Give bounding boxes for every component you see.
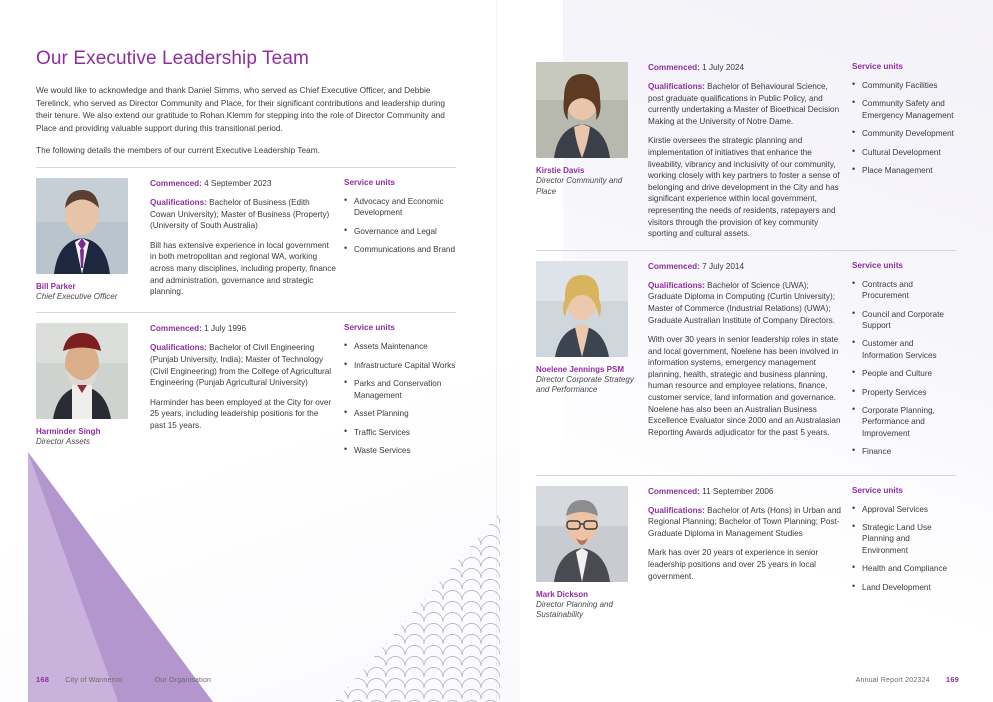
commenced-line <box>648 486 842 497</box>
person-role: Director Community and Place <box>536 176 623 196</box>
footer-report-title: Annual Report 2023 <box>855 677 922 684</box>
qualifications-label: Qualifications: <box>648 82 705 91</box>
photo-block <box>536 261 634 465</box>
qualifications-value: Bachelor of Behavioural Science, post graduate qualifications in Public Policy, and currently undertaking a Master of Bioethical Decision Making at the University of Notre Dame. <box>648 82 840 126</box>
commenced-value: 11 September 2006 <box>702 486 774 496</box>
list-item: • Cultural Development <box>852 147 956 158</box>
person-details <box>648 62 852 240</box>
list-item: • Health and Compliance <box>852 563 956 574</box>
list-item: • Land Development <box>852 582 956 593</box>
list-item: • Asset Planning <box>344 408 456 419</box>
commenced-line <box>648 62 842 73</box>
person-name: Mark Dickson <box>536 589 589 599</box>
photo-block <box>36 323 136 463</box>
person-bio: Harminder has been employed at the City for over 25 years, including leadership positions for the past 15 years. <box>150 397 332 431</box>
portrait-photo-noelene-jennings <box>536 261 628 357</box>
qualifications-line <box>648 81 842 127</box>
list-item: • Strategic Land Use Planning and Environment <box>852 522 956 556</box>
person-bio: Bill has extensive experience in local government in both metropolitan and regional WA, working across many disciplines, including property, finance and administration, governance and strategic planning. <box>150 240 336 297</box>
qualifications-line <box>648 280 842 326</box>
page-title: Our Executive Leadership Team <box>36 48 309 69</box>
service-units-list <box>344 196 456 256</box>
list-item: • People and Culture <box>852 368 956 379</box>
list-item: • Finance <box>852 446 956 457</box>
list-item: • Council and Corporate Support <box>852 309 956 332</box>
person-name: Bill Parker <box>36 281 76 291</box>
qualifications-label: Qualifications: <box>648 280 705 290</box>
person-bio: Kirstie oversees the strategic planning and implementation of initiatives that enhance the liveability, vibrancy and inclusivity of our community, working closely with key partners to foster a sense of belonging and drive development in the City and has significant experience within local government, representing the needs of residents, ratepayers and visitors through the provision of key community sporting and cultural assets. <box>648 136 840 239</box>
person-entry-mark-dickson <box>536 476 956 621</box>
list-item: • Community Safety and Emergency Management <box>852 98 956 121</box>
commenced-line <box>150 178 336 189</box>
decorative-scallop-pattern <box>215 512 500 702</box>
photo-block <box>36 178 136 303</box>
person-role: Director Corporate Strategy and Performance <box>536 374 634 395</box>
qualifications-label: Qualifications: <box>150 197 207 207</box>
service-units-block <box>852 486 956 621</box>
list-item: • Property Services <box>852 387 956 398</box>
person-entry-noelene-jennings <box>536 251 956 465</box>
person-entry-bill-parker <box>36 168 456 303</box>
person-name: Noelene Jennings PSM <box>536 364 625 374</box>
list-item: • Waste Services <box>344 445 456 456</box>
qualifications-label: Qualifications: <box>150 343 207 353</box>
list-item: • Traffic Services <box>344 427 456 438</box>
list-item: • Customer and Information Services <box>852 338 956 361</box>
list-item: • Parks and Conservation Management <box>344 378 456 401</box>
service-units-list <box>852 279 956 458</box>
person-role: Director Planning and Sustainability <box>536 599 613 620</box>
portrait-photo-bill-parker <box>36 178 128 274</box>
commenced-label: Commenced: <box>150 178 202 188</box>
photo-block <box>536 486 634 621</box>
person-entry-harminder-singh <box>36 313 456 463</box>
avatar <box>536 261 628 357</box>
commenced-value: 7 July 2014 <box>702 261 745 271</box>
commenced-value: 4 September 2023 <box>204 178 272 188</box>
commenced-line <box>648 261 842 272</box>
commenced-line <box>150 323 336 334</box>
service-units-list <box>852 504 956 593</box>
right-column <box>536 62 956 621</box>
person-name: Harminder Singh <box>36 427 101 437</box>
service-units-heading: Service units <box>852 485 903 495</box>
service-units-block <box>344 323 456 463</box>
service-units-heading: Service units <box>852 62 903 71</box>
list-item: • Advocacy and Economic Development <box>344 196 456 219</box>
service-units-list <box>852 80 956 176</box>
service-units-heading: Service units <box>852 260 903 270</box>
person-entry-kirstie-davis <box>536 62 956 240</box>
commenced-value: 1 July 2024 <box>702 63 745 72</box>
list-item: • Community Development <box>852 128 956 139</box>
qualifications-label: Qualifications: <box>648 505 705 515</box>
avatar <box>536 486 628 582</box>
person-role: Chief Executive Officer <box>36 291 118 301</box>
qualifications-line <box>150 197 336 232</box>
qualifications-line <box>150 342 336 388</box>
footer-right <box>856 675 959 684</box>
commenced-value: 1 July 1996 <box>204 324 247 334</box>
qualifications-value: Bachelor of Science (UWA); Graduate Diploma in Computing (Curtin University); Master of Commerce (Industrial Relations) (UWA); Graduate Australian Institute of Company Directors. <box>648 280 836 325</box>
service-units-heading: Service units <box>344 177 395 187</box>
list-item: • Infrastructure Capital Works <box>344 360 456 371</box>
intro-paragraph-2: The following details the members of our current Executive Leadership Team. <box>36 145 320 156</box>
person-details <box>648 486 852 621</box>
portrait-photo-harminder-singh <box>36 323 128 419</box>
service-units-block <box>852 62 956 240</box>
portrait-photo-kirstie-davis <box>536 62 628 158</box>
person-bio: With over 30 years in senior leadership roles in state and local government, Noelene has been involved in information systems, emergency management planning, health, strategic and business planning, human resource and employee relations, finance, customer service, land information and governance. Noelene has also been an Australian Business Excellence Evaluator since 2000 and an Australasian Reporting Awards adjudicator for the past 5 years. <box>648 335 841 437</box>
left-column <box>36 48 456 463</box>
intro-paragraph-1: We would like to acknowledge and thank Daniel Simms, who served as Chief Executive Officer, and Debbie Terelinck, who served as Director Community and Place, for their significant contributions and leadership during their tenure. We also extend our gratitude to Rohan Klemm for stepping into the role of Director Community and Place and providing valuable support during this transitional period. <box>36 85 446 133</box>
qualifications-value: Bachelor of Arts (Hons) in Urban and Regional Planning; Bachelor of Town Planning; Post-Graduate Diploma in Management Studies <box>648 505 841 538</box>
qualifications-value: Bachelor of Business (Edith Cowan University); Master of Business (Property) (University of South Australia) <box>150 197 330 231</box>
commenced-label: Commenced: <box>150 324 202 334</box>
photo-block <box>536 62 634 240</box>
page-number-right: 169 <box>945 675 959 684</box>
list-item: • Governance and Legal <box>344 226 456 237</box>
commenced-label: Commenced: <box>648 63 700 72</box>
qualifications-value: Bachelor of Civil Engineering (Punjab University, India); Master of Technology (Civil Engineering) from the College of Agricultural Engineering (Punjab Agricultural University) <box>150 343 332 388</box>
footer-section: Our Organisation <box>154 677 212 684</box>
portrait-photo-mark-dickson <box>536 486 628 582</box>
person-details <box>648 261 852 465</box>
qualifications-line <box>648 505 842 540</box>
list-item: • Approval Services <box>852 504 956 515</box>
person-name: Kirstie Davis <box>536 166 585 175</box>
list-item: • Assets Maintenance <box>344 341 456 352</box>
service-units-heading: Service units <box>344 323 395 333</box>
list-item: • Place Management <box>852 165 956 176</box>
decorative-triangle-light <box>28 452 118 702</box>
list-item: • Community Facilities <box>852 80 956 91</box>
footer-organisation: City of Wanneroo <box>65 677 123 684</box>
list-item: • Communications and Brand <box>344 244 456 255</box>
avatar <box>36 178 128 274</box>
list-item: • Contracts and Procurement <box>852 279 956 302</box>
avatar <box>36 323 128 419</box>
person-details <box>150 323 344 463</box>
list-item: • Corporate Planning, Performance and Improvement <box>852 405 956 439</box>
service-units-block <box>852 261 956 465</box>
commenced-label: Commenced: <box>648 261 700 271</box>
footer-report-year-suffix: 24 <box>921 677 930 684</box>
commenced-label: Commenced: <box>648 486 700 496</box>
person-role: Director Assets <box>36 437 90 447</box>
avatar <box>536 62 628 158</box>
person-bio: Mark has over 20 years of experience in senior leadership positions and over 25 years in local government. <box>648 548 819 581</box>
service-units-list <box>344 341 456 456</box>
footer-left <box>36 675 211 684</box>
service-units-block <box>344 178 456 303</box>
person-details <box>150 178 344 303</box>
page-number-left: 168 <box>36 675 50 684</box>
